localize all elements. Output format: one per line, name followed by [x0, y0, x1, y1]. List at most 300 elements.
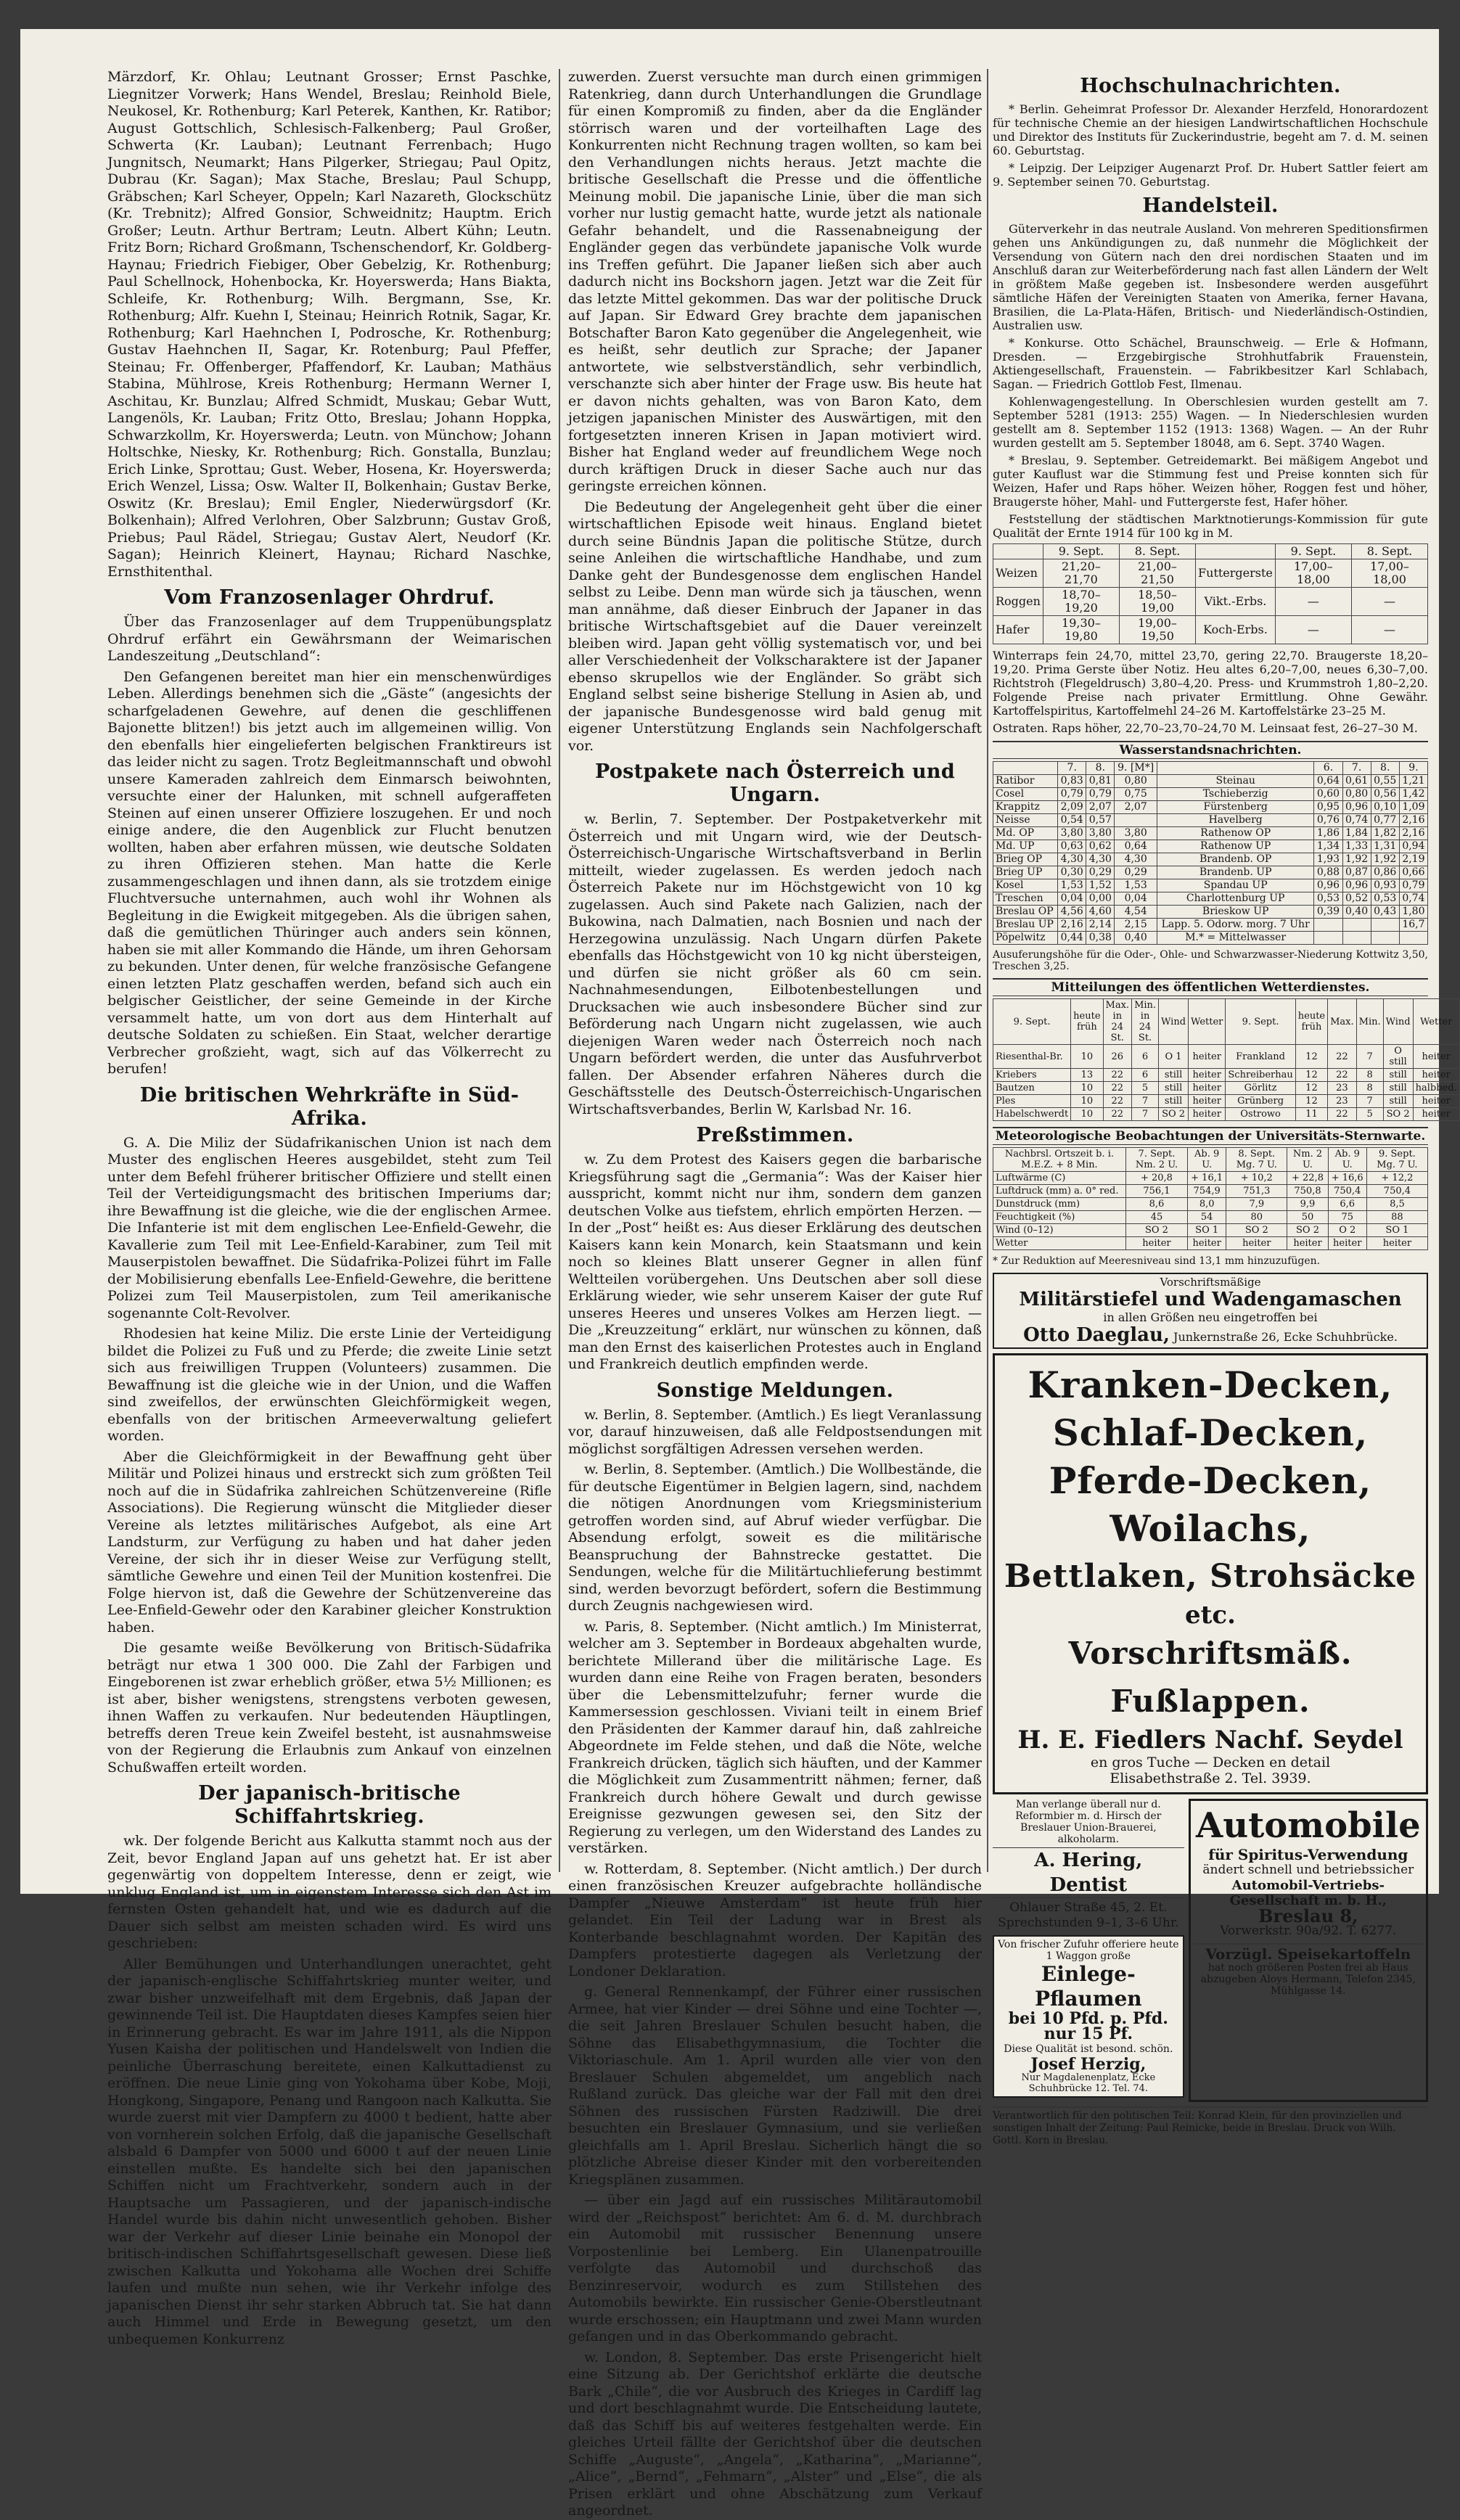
table-cell: 0,86 [1371, 866, 1399, 879]
table-cell: 0,96 [1342, 879, 1371, 892]
table-cell: 1,09 [1399, 801, 1427, 814]
table-cell: 3,80 [1058, 827, 1086, 840]
table-cell: Ratibor [993, 775, 1058, 788]
table-cell: Grünberg [1226, 1095, 1295, 1108]
table-cell: + 16,6 [1328, 1172, 1366, 1185]
table-cell: Pöpelwitz [993, 932, 1058, 945]
article-paragraph: Die Bedeutung der Angelegenheit geht über die einer wirtschaftlichen Episode weit hinaus. England bietet durch seine Bündnis Japan die politische Stütze, durch seine Anleihen die wirtschaftliche Handhabe, und zum Danke geht der Bundesgenosse dem englischen Handel selbst zu Leibe. Denn man würde sich ja täuschen, wenn man annähme, daß dieser Einbruch der Japaner in das britische Wirtschaftsgebiet auf die Dauer vereinzelt bleiben wird. Japan geht völlig systematisch vor, und bei aller Verschiedenheit der Volkscharaktere ist der Japaner ebenso skrupellos wie der Engländer. So gräbt sich England selbst seine bisherige Stellung in Asien ab, und der japanische Bundesgenosse wird bald genug mit eigener Unterstützung Englands sein Nachfolgerschaft vor. [568, 498, 982, 754]
water-note: Ausuferungshöhe für die Oder-, Ohle- und Schwarzwasser-Niederung Kottwitz 3,50, Treschen 3,25. [993, 949, 1428, 972]
ad-line: Kranken-Decken, [1028, 1363, 1393, 1406]
article-paragraph: Die gesamte weiße Bevölkerung von Britisch-Südafrika beträgt nur etwa 1 300 000. Die Zahl der Farbigen und Eingeborenen ist zwar erheblich größer, etwa 5½ Millionen; es ist aber, bisher wenigstens, strengstens verboten gewesen, ihnen Waffen zu verkaufen. Nur bedeutenden Häuptlingen, betreffs deren Treue kein Zweifel besteht, ist ausnahmsweise von der Regierung die Erlaubnis zum Ankauf von einzelnen Schußwaffen erteilt worden. [107, 1640, 551, 1776]
news-item: * Breslau, 9. September. Getreidemarkt. Bei mäßigem Angebot und guter Kauflust war die Stimmung fest und Preise konnten sich für Weizen, Hafer und Raps höher. Weizen höher, Roggen fest und höher, Braugerste höher, Mahl- und Futtergerste fest, Hafer höher. [993, 453, 1428, 509]
table-header-cell: Max. in 24 St. [1103, 999, 1132, 1045]
table-cell: heiter [1189, 1095, 1226, 1108]
table-cell: 0,96 [1314, 879, 1342, 892]
news-item: * Konkurse. Otto Schächel, Braunschweig. — Erle & Hofmann, Dresden. — Erzgebirgische Strohhutfabrik Frauenstein, Aktiengesellschaft, Frauenstein. — Fabrikbesitzer Karl Schlabach, Sagan. — Friedrich Gottlob Fest, Ilmenau. [993, 336, 1428, 391]
table-cell: heiter [1125, 1237, 1187, 1250]
table-cell: heiter [1287, 1237, 1328, 1250]
table-cell: 10 [1071, 1108, 1103, 1121]
table-cell: 18,70–19,20 [1043, 588, 1119, 616]
table-cell: Fürstenberg [1157, 801, 1314, 814]
article-paragraph: wk. Der folgende Bericht aus Kalkutta stammt noch aus der Zeit, bevor England Japan auf uns gehetzt hat. Er ist aber gegenwärtig von doppeltem Interesse, denn er zeigt, wie unklug England ist, um in eigenstem Interesse sich den Ast im fernsten Osten gehandelt hat, und wie es dadurch auf die Dauer sich selbst am meisten schaden wird. Es wird uns geschrieben: [107, 1833, 551, 1951]
table-cell: 22 [1103, 1095, 1132, 1108]
news-item: Winterraps fein 24,70, mittel 23,70, gering 22,70. Braugerste 18,20–19,20. Prima Gerste über Notiz. Heu altes 6,20–7,00, neues 6,30–7,00. Richtstroh (Flegeldrusch) 3,80–4,20. Press- und Krummstroh 1,80–2,20. Folgende Preise nach privater Ermittlung. Ohne Gewähr. Kartoffelspiritus, Kartoffelmehl 24–26 M. Kartoffelstärke 23–25 M. [993, 649, 1428, 718]
table-cell: Ples [993, 1095, 1071, 1108]
article-paragraph: G. A. Die Miliz der Südafrikanischen Union ist nach dem Muster des englischen Heeres ausgebildet, steht zum Teil unter dem Befehl früherer britischer Offiziere und stellt einen Teil der Verteidigungsmacht des britischen Imperiums dar; ihre Bewaffnung ist die gleiche, wie die der englischen Armee. Die Infanterie ist mit dem englischen Lee-Enfield-Gewehr, die Kavallerie zum Teil mit Lee-Enfield-Karabiner, zum Teil mit Mauserpistolen bewaffnet. Die Südafrika-Polizei führt im Falle der Mobilisierung ebenfalls Lee-Enfield-Gewehre, die berittene Polizei zum Teil Mauserpistolen, zum Teil amerikanische sogenannte Colt-Revolver. [107, 1134, 551, 1321]
table-cell: 0,63 [1058, 840, 1086, 853]
table-cell: Cosel [993, 788, 1058, 801]
table-cell: 1,93 [1314, 853, 1342, 866]
table-row [993, 919, 1428, 932]
table-cell: SO 1 [1188, 1224, 1226, 1237]
article-paragraph: Über das Franzosenlager auf dem Truppenübungsplatz Ohrdruf erfährt ein Gewährsmann der Weimarischen Landeszeitung „Deutschland“: [107, 614, 551, 664]
ad-title: Militärstiefel und Wadengamaschen [1019, 1289, 1402, 1310]
table-cell: 7 [1132, 1108, 1159, 1121]
meteo-table [993, 1147, 1428, 1250]
table-cell: 0,76 [1314, 814, 1342, 827]
table-header-cell: Max. [1328, 999, 1357, 1045]
ad-line: Schlaf-Decken, [1052, 1411, 1369, 1454]
table-row [993, 866, 1428, 879]
table-header-cell: Ab. 9 U. [1188, 1148, 1226, 1172]
table-cell: 1,31 [1371, 840, 1399, 853]
table-cell: 1,80 [1399, 906, 1427, 919]
table-cell: 8,6 [1125, 1198, 1187, 1211]
table-cell: Brandenb. UP [1157, 866, 1314, 879]
table-cell: 22 [1103, 1069, 1132, 1082]
table-cell: 22 [1328, 1108, 1357, 1121]
table-cell: still [1383, 1069, 1413, 1082]
table-header-cell: Nm. 2 U. [1287, 1148, 1328, 1172]
ad-line: Woilachs, [1110, 1507, 1311, 1550]
table-cell: 54 [1188, 1211, 1226, 1224]
table-cell: Treschen [993, 892, 1058, 906]
table-cell: 6 [1132, 1045, 1159, 1069]
table-header-cell: 9. Sept. [1043, 544, 1119, 559]
table-row [993, 1082, 1460, 1095]
table-cell [1399, 932, 1427, 945]
table-cell: 75 [1328, 1211, 1366, 1224]
table-cell: 0,95 [1314, 801, 1342, 814]
table-row [993, 1211, 1428, 1224]
table-cell: heiter [1413, 1108, 1459, 1121]
table-row [993, 1045, 1460, 1069]
table-cell: 8 [1356, 1082, 1383, 1095]
table-cell: Kosel [993, 879, 1058, 892]
ad-line: Bettlaken, Strohsäcke [1004, 1558, 1417, 1595]
ad-title: Einlege-Pflaumen [1034, 1962, 1142, 2011]
table-cell: 4,30 [1086, 853, 1115, 866]
headline-schiffahrtskrieg: Der japanisch-britische Schiffahrtskrieg. [198, 1782, 461, 1828]
table-row [993, 1069, 1460, 1082]
table-cell: heiter [1413, 1045, 1459, 1069]
table-cell: 0,44 [1058, 932, 1086, 945]
table-cell: Vikt.-Erbs. [1196, 588, 1276, 616]
table-row [993, 788, 1428, 801]
article-paragraph: w. Zu dem Protest des Kaisers gegen die barbarische Kriegsführung sagt die „Germania“: Was der Kaiser hier ausspricht, kommt nicht nur ihm, sondern dem ganzen deutschen Volke aus tiefstem, ehrlich empörten Herzen. — In der „Post“ heißt es: Aus dieser Erklärung des deutschen Kaisers kann kein Monarch, kein Staatsmann und kein noch so kleines Blatt unserer Gegner in allen fünf Weltteilen vorübergehen. Uns Deutschen aber soll diese Erklärung wieder, wie sehr unserem Kaiser der gute Ruf unseres Heeres und unseres Volkes am Herzen liegt. — Die „Kreuzzeitung“ erklärt, nur wünschen zu können, daß man den Ernst des kaiserlichen Protestes auch in England und Frankreich deutlich empfinden werde. [568, 1152, 982, 1372]
table-cell: Hafer [993, 616, 1043, 644]
table-cell: 6 [1132, 1069, 1159, 1082]
table-header-cell: Min. [1356, 999, 1383, 1045]
table-cell: 0,74 [1342, 814, 1371, 827]
ad-text: Von frischer Zufuhr offeriere heute 1 Waggon große [998, 1939, 1179, 1962]
table-cell: SO 2 [1125, 1224, 1187, 1237]
table-row [993, 1237, 1428, 1250]
ad-decken [993, 1353, 1428, 1794]
table-cell: 17,00–18,00 [1275, 559, 1351, 588]
table-row [993, 814, 1428, 827]
ad-dentist [993, 1799, 1184, 2102]
table-cell: 26 [1103, 1045, 1132, 1069]
table-cell: SO 2 [1383, 1108, 1413, 1121]
table-cell: 4,60 [1086, 906, 1115, 919]
table-cell: Brieg UP [993, 866, 1058, 879]
table-cell: — [1275, 588, 1351, 616]
table-cell: 12 [1295, 1095, 1327, 1108]
table-cell: 3,80 [1086, 827, 1115, 840]
table-cell: Frankland [1226, 1045, 1295, 1069]
table-cell: Brieg OP [993, 853, 1058, 866]
table-cell: 0,64 [1314, 775, 1342, 788]
column-1 [107, 69, 551, 2347]
table-cell [1342, 932, 1371, 945]
table-cell: 0,04 [1058, 892, 1086, 906]
table-cell: 0,57 [1086, 814, 1115, 827]
table-header-cell: 8. Sept. [1351, 544, 1427, 559]
table-cell: 0,56 [1371, 788, 1399, 801]
table-cell: 11 [1295, 1108, 1327, 1121]
table-cell: 0,61 [1342, 775, 1371, 788]
table-header-cell [993, 544, 1043, 559]
table-cell: 0,79 [1399, 879, 1427, 892]
table-cell: Breslau OP [993, 906, 1058, 919]
table-cell: SO 2 [1287, 1224, 1328, 1237]
table-cell: Riesenthal-Br. [993, 1045, 1071, 1069]
table-cell: 0,81 [1086, 775, 1115, 788]
table-cell: 750,4 [1328, 1185, 1366, 1198]
news-item: w. Berlin, 8. September. (Amtlich.) Die Wollbestände, die für deutsche Eigentümer in Belgien lagern, sind, nachdem die nötigen Anordnungen vom Kriegsministerium getroffen worden sind, auf Abruf wieder verfügbar. Die Absendung erfolgt, soweit es die militärische Beanspruchung der Bahnstrecke gestattet. Die Sendungen, welche für die Militärtuchlieferung bestimmt sind, werden bevorzugt befördert, sofern die Bestimmung durch Zeugnis nachgewiesen wird. [568, 1461, 982, 1614]
headline-handelsteil: Handelsteil. [1142, 194, 1279, 217]
headline-pressstimmen: Preßstimmen. [696, 1124, 854, 1146]
table-cell: Md. OP [993, 827, 1058, 840]
table-cell: 4,30 [1058, 853, 1086, 866]
table-cell: 0,04 [1115, 892, 1157, 906]
table-cell: 0,00 [1086, 892, 1115, 906]
table-header-cell [993, 762, 1058, 775]
table-cell: 0,66 [1399, 866, 1427, 879]
table-cell: still [1159, 1069, 1189, 1082]
table-header-cell: heute früh [1071, 999, 1103, 1045]
table-cell: O still [1383, 1045, 1413, 1069]
table-cell: 23 [1328, 1095, 1357, 1108]
table-cell: heiter [1189, 1069, 1226, 1082]
ad-automobile [1189, 1799, 1428, 2102]
table-cell: + 10,2 [1226, 1172, 1287, 1185]
ad-firm: Otto Daeglau, [1023, 1324, 1170, 1346]
table-cell: 22 [1103, 1108, 1132, 1121]
ad-row [993, 1799, 1428, 2102]
table-cell: 2,14 [1086, 919, 1115, 932]
table-cell: 0,38 [1086, 932, 1115, 945]
table-cell: Brieskow UP [1157, 906, 1314, 919]
table-cell: 1,34 [1314, 840, 1342, 853]
meteo-title: Meteorologische Beobachtungen der Universitäts-Sternwarte. [993, 1127, 1428, 1145]
table-cell: still [1159, 1082, 1189, 1095]
table-cell: Md. UP [993, 840, 1058, 853]
table-cell: 756,1 [1125, 1185, 1187, 1198]
ad-plums [993, 1935, 1184, 2098]
table-cell: 0,39 [1314, 906, 1342, 919]
table-cell: 0,96 [1342, 801, 1371, 814]
table-cell: 0,60 [1314, 788, 1342, 801]
table-cell: 1,33 [1342, 840, 1371, 853]
table-cell: 2,19 [1399, 853, 1427, 866]
table-cell: 2,07 [1086, 801, 1115, 814]
ad-text: ändert schnell und betriebssicher [1202, 1863, 1414, 1877]
article-paragraph: zuwerden. Zuerst versuchte man durch einen grimmigen Ratenkrieg, dann durch Unterhandlungen die Grundlage für einen Kompromiß zu finden, aber da die Engländer störrisch waren und der vorteilhaften Lage des Konkurrenten nicht Rechnung tragen wollten, so kam bei den Verhandlungen nichts heraus. Jetzt machte die britische Gesellschaft die Presse und die öffentliche Meinung mobil. Die japanische Linie, über die man sich vorher nur lustig gemacht hatte, wurde jetzt als nationale Gefahr behandelt, und die Rassenabneigung der Engländer gegen das verbündete japanische Volk wurde ins Treffen geführt. Die Japaner ließen sich aber auch dadurch nicht ins Bockshorn jagen. Jetzt war die Zeit für das letzte Mittel gekommen. Das war der politische Druck auf Japan. Sir Edward Grey brachte dem japanischen Botschafter Baron Kato gegenüber die Angelegenheit, wie es heißt, sehr deutlich zur Sprache; der Japaner antwortete, wie selbstverständlich, sehr verbindlich, verschanzte sich aber hinter der Frage usw. Bis heute hat er davon nichts gehalten, was von Baron Kato, dem jetzigen japanischen Minister des Auswärtigen, mit den fortgesetzten inneren Krisen in Japan motiviert wird. Bisher hat England weder auf freundlichem Wege noch durch kräftigen Druck in dieser Sache auch nur das geringste erreichen können. [568, 69, 982, 494]
table-cell: 8 [1356, 1069, 1383, 1082]
ad-text: in allen Größen neu eingetroffen bei [1103, 1310, 1318, 1324]
table-cell: 0,83 [1058, 775, 1086, 788]
table-cell [1371, 919, 1399, 932]
table-row [993, 559, 1428, 588]
table-cell: 21,00–21,50 [1119, 559, 1195, 588]
table-cell: 0,64 [1115, 840, 1157, 853]
table-cell: — [1351, 616, 1427, 644]
table-cell: 5 [1356, 1108, 1383, 1121]
table-row [993, 827, 1428, 840]
table-row [993, 879, 1428, 892]
news-item: Feststellung der städtischen Marktnotierungs-Kommission für gute Qualität der Ernte 1914 für 100 kg in M. [993, 512, 1428, 540]
table-header-row [993, 762, 1428, 775]
table-cell: Lapp. 5. Odorw. morg. 7 Uhr [1157, 919, 1314, 932]
table-cell: heiter [1189, 1045, 1226, 1069]
table-cell: 10 [1071, 1045, 1103, 1069]
table-row [993, 840, 1428, 853]
table-cell: 0,54 [1058, 814, 1086, 827]
table-header-cell: 8. Sept. Mg. 7 U. [1226, 1148, 1287, 1172]
ad-sub: für Spiritus-Verwendung [1208, 1846, 1408, 1863]
table-cell: 16,7 [1399, 919, 1427, 932]
table-cell: + 20,8 [1125, 1172, 1187, 1185]
table-cell: Wetter [993, 1237, 1126, 1250]
table-row [993, 1108, 1460, 1121]
news-item: w. Rotterdam, 8. September. (Nicht amtlich.) Der durch einen französischen Kreuzer aufgebrachte holländische Dampfer „Nieuwe Amsterdam“ ist heute früh hier gelandet. Ein Teil der Ladung war in Brest als Konterbande beschlagnahmt worden. Der Kapitän des Dampfers protestierte dagegen als Verletzung der Londoner Deklaration. [568, 1860, 982, 1979]
table-row [993, 1095, 1460, 1108]
table-header-cell: 9. [M*] [1115, 762, 1157, 775]
table-cell: Futtergerste [1196, 559, 1276, 588]
ad-title: Automobile [1195, 1805, 1421, 1846]
column-rule [987, 69, 988, 1872]
table-cell: 22 [1103, 1082, 1132, 1095]
news-item: Ostraten. Raps höher, 22,70–23,70–24,70 M. Leinsaat fest, 26–27–30 M. [993, 721, 1418, 735]
table-cell: + 16,1 [1188, 1172, 1226, 1185]
table-cell: O 2 [1328, 1224, 1366, 1237]
table-cell: 17,00–18,00 [1351, 559, 1427, 588]
article-paragraph: Den Gefangenen bereitet man hier ein menschenwürdiges Leben. Allerdings benehmen sich die „Gäste“ (angesichts der scharfgeladenen Gewehre, auf denen die geschliffenen Bajonette blitzen!) bis jetzt auch im allgemeinen willig. Von den ebenfalls hier eingelieferten belgischen Franktireurs ist das leider nicht zu sagen. Trotz Begleitmannschaft und obwohl unsere Kameraden zahlreich dem Einmarsch beiwohnten, versuchte einer der Halunken, mit schnell aufgeraffeten Steinen auf einen unserer Offiziere loszugehen. Er und noch einige andere, die den Augenblick zur Flucht benutzen wollten, haben aber erfahren müssen, wie deutsche Soldaten zu ihren Offizieren stehen. Man hatte die Kerle zusammengeschlagen und ihnen dann, als sie trotzdem einige Fluchtversuche unternahmen, auch wohl ihr Wohnen als Begleitung in die Ewigkeit mitgegeben. Als die übrigen sahen, daß die gemütlichen Thüringer auch anders sein können, haben sie mit aller Kommando die Hände, um ihren Gehorsam zu bekunden. Unter denen, für welche französische Gefangene einen letzten Platz geschaffen werden, befand sich auch ein belgischer Geistlicher, der seine Gemeinde in der Kirche versammelt hatte, um von dort aus dem Hinterhalt auf deutsche Soldaten zu schießen. Ein Staat, welcher derartige Verbrecher großzieht, wagt, sich auf das Völkerrecht zu berufen! [107, 668, 551, 1077]
table-cell: 7 [1132, 1095, 1159, 1108]
table-cell: Breslau UP [993, 919, 1058, 932]
table-cell: Roggen [993, 588, 1043, 616]
news-item: Güterverkehr in das neutrale Ausland. Von mehreren Speditionsfirmen gehen uns Ankündigungen zu, daß nunmehr die Möglichkeit der Versendung von Gütern nach den drei nordischen Staaten und im Anschluß daran zur Weiterbeförderung nach fast allen Ländern der Welt in größtem Maße gegeben ist. Insbesondere werden ausgeführt sämtliche Häfen der Vereinigten Staaten von Amerika, ferner Havana, Brasilien, die La-Plata-Häfen, Britisch- und Niederländisch-Ostindien, Australien usw. [993, 222, 1428, 332]
news-item: w. Berlin, 8. September. (Amtlich.) Es liegt Veranlassung vor, darauf hinzuweisen, daß alle Feldpostsendungen mit möglichst sorgfältigen Adressen versehen werden. [568, 1406, 982, 1457]
table-header-cell: Wetter [1189, 999, 1226, 1045]
table-header-cell: 6. [1314, 762, 1342, 775]
table-cell: 0,74 [1399, 892, 1427, 906]
table-cell: 0,62 [1086, 840, 1115, 853]
table-cell: Tschieberzig [1157, 788, 1314, 801]
article-paragraph: Aller Bemühungen und Unterhandlungen unerachtet, geht der japanisch-englische Schiffahrtskrieg munter weiter, und zwar bisher unzweifelhaft mit dem Ergebnis, daß Japan der gewinnende Teil ist. Die Hauptdaten dieses Kampfes seien hier in Erinnerung gebracht. Es war im Jahre 1911, als die Nippon Yusen Kaisha der politischen und Handelswelt von Indien die peinliche Überraschung bereitete, einen Kalkuttadienst zu eröffnen. Die neue Linie ging von Yokohama über Kobe, Moji, Hongkong, Singapore, Penang und Rangoon nach Kalkutta. Sie wurde zuerst mit vier Dampfern zu 4000 t bedient, hatte aber von vornherein solchen Erfolg, daß die japanische Gesellschaft alsbald 6 Dampfer von 5000 und 6000 t auf der neuen Linie einstellen mußte. Es handelte sich bei den japanischen Schiffen nicht um Frachtverkehr, sondern auch in der Hauptsache um Passagieren, und der japanisch-indische Handel wurde bis dahin nicht unwesentlich gehoben. Bisher war der Verkehr auf dieser Linie beinahe ein Monopol der britisch-indischen Schiffahrtsgesellschaft gewesen. Diese ließ zwischen Kalkutta und Yokohama alle Wochen drei Schiffe laufen und mußte nun sehen, wie ihr Verkehr infolge des japanischen Dienst ihr sehr starken Abbruch tat. Sie hat dann auch Himmel und Erde in Bewegung gesetzt, um den unbequemen Konkurrenz [107, 1955, 551, 2347]
table-cell: Wind (0–12) [993, 1224, 1126, 1237]
table-cell: SO 1 [1366, 1224, 1427, 1237]
table-cell: 7 [1356, 1095, 1383, 1108]
name-list: Märzdorf, Kr. Ohlau; Leutnant Grosser; Ernst Paschke, Liegnitzer Vorwerk; Hans Wendel, Breslau; Reinhold Biele, Neukosel, Kr. Rothenburg; Karl Peterek, Kanthen, Kr. Ratibor; August Gottschlich, Schlesisch-Falkenberg; Paul Großer, Schwerta (Kr. Lauban); Leutnant Ferrenbach; Hugo Jungnitsch, Neumarkt; Hans Pilgerker, Striegau; Paul Opitz, Dubrau (Kr. Sagan); Max Stache, Breslau; Paul Schupp, Gräbschen; Karl Scheyer, Oppeln; Karl Nazareth, Glockschütz (Kr. Trebnitz); Alfred Gonsior, Schweidnitz; Hauptm. Erich Großer; Leutn. Arthur Bertram; Leutn. Albert Kühn; Leutn. Fritz Born; Richard Großmann, Tschenschendorf, Kr. Goldberg-Haynau; Friedrich Fiebiger, Ober Gebelzig, Kr. Rothenburg; Paul Schellnock, Hohenbocka, Kr. Hoyerswerda; Hans Biakta, Schleife, Kr. Rothenburg; Wilh. Bergmann, Sse, Kr. Rothenburg; Alfr. Kuehn I, Steinau; Heinrich Rotnik, Sagar, Kr. Rothenburg; Karl Haehnchen I, Podrosche, Kr. Rothenburg; Gustav Haehnchen II, Sagar, Kr. Rotenburg; Paul Pfeffer, Steinau; Fr. Offenberger, Pfaffendorf, Kr. Lauban; Mathäus Stabina, Mühlrose, Kreis Rothenburg; Hermann Werner I, Aschitau, Kr. Bunzlau; Alfred Schmidt, Muskau; Gebar Wutt, Langenöls, Kr. Lauban; Fritz Otto, Breslau; Johann Hoppka, Schwarzkollm, Kr. Hoyerswerda; Leutn. von Münchow; Johann Holtschke, Niesky, Kr. Rothenburg; Rich. Gonstalla, Bunzlau; Erich Linke, Sprottau; Gust. Weber, Hosena, Kr. Hoyerswerda; Erich Wenzel, Lissa; Osw. Walter II, Bolkenhain; Gustav Berke, Oswitz (Kr. Breslau); Emil Engler, Niederwürgsdorf (Kr. Bolkenhain); Alfred Verlohren, Ober Salzbrunn; Gustav Groß, Priebus; Paul Rädel, Striegau; Gustav Alert, Neudorf (Kr. Sagan); Heinrich Kleinert, Haynau; Richard Naschke, Ernsthitenthal. [107, 69, 551, 580]
table-header-cell: 8. [1086, 762, 1115, 775]
ad-firm: Automobil-Vertriebs-Gesellschaft m. b. H., [1229, 1878, 1387, 1908]
table-cell: 0,79 [1058, 788, 1086, 801]
table-cell: heiter [1366, 1237, 1427, 1250]
water-levels-table [993, 761, 1428, 945]
table-cell: heiter [1226, 1237, 1287, 1250]
ad-line: Pferde-Decken, [1049, 1459, 1372, 1502]
table-cell: 19,00–19,50 [1119, 616, 1195, 644]
table-cell: 21,20–21,70 [1043, 559, 1119, 588]
table-row [993, 1198, 1428, 1211]
article-paragraph: Aber die Gleichförmigkeit in der Bewaffnung geht über Militär und Polizei hinaus und erstreckt sich zum größten Teil noch auf die in Südafrika zahlreichen Schützenvereine (Rifle Associations). Die Regierung wünscht die Mitglieder dieser Vereine als letztes militärisches Aufgebot, als eine Art Landsturm, zur Verfügung zu haben und hat daher jeden Vereine, der sich ihr in dieser Weise zur Verfügung stellt, sämtliche Gewehre und einen Teil der Munition kostenfrei. Die Folge hiervon ist, daß die Gewehre der Schützenvereine das Lee-Enfield-Gewehr oder den Karabiner gleicher Konstruktion haben. [107, 1448, 551, 1635]
table-cell [1342, 919, 1371, 932]
table-row [993, 906, 1428, 919]
table-cell: 0,53 [1371, 892, 1399, 906]
table-cell: 13 [1071, 1069, 1103, 1082]
table-row [993, 892, 1428, 906]
table-header-cell: 7. [1342, 762, 1371, 775]
table-cell: 4,54 [1115, 906, 1157, 919]
ad-firm: H. E. Fiedlers Nachf. Seydel [1017, 1725, 1403, 1754]
table-cell: 0,87 [1342, 866, 1371, 879]
headline-sonstige-meldungen: Sonstige Meldungen. [656, 1379, 894, 1402]
table-header-cell: 9. Sept. [993, 999, 1071, 1045]
table-cell: 1,82 [1371, 827, 1399, 840]
table-cell: 7,9 [1226, 1198, 1287, 1211]
table-cell: 0,75 [1115, 788, 1157, 801]
ad-address: Junkernstraße 26, Ecke Schuhbrücke. [1173, 1330, 1398, 1344]
table-cell: heiter [1188, 1237, 1226, 1250]
table-cell: 2,16 [1399, 814, 1427, 827]
table-header-row [993, 1148, 1428, 1172]
ad-title: Vorzügl. Speisekartoffeln [1205, 1945, 1411, 1963]
table-cell: heiter [1189, 1108, 1226, 1121]
table-cell: M.* = Mittelwasser [1157, 932, 1314, 945]
table-header-cell: 9. Sept. [1275, 544, 1351, 559]
headline-hochschulnachrichten: Hochschulnachrichten. [1080, 75, 1341, 97]
table-cell: 1,21 [1399, 775, 1427, 788]
table-cell: 22 [1328, 1069, 1357, 1082]
table-cell: Bautzen [993, 1082, 1071, 1095]
table-cell: 23 [1328, 1082, 1357, 1095]
table-row [993, 588, 1428, 616]
table-row [993, 853, 1428, 866]
table-row [993, 932, 1428, 945]
table-cell: 1,52 [1086, 879, 1115, 892]
table-cell: Luftwärme (C) [993, 1172, 1126, 1185]
news-item: Kohlenwagengestellung. In Oberschlesien wurden gestellt am 7. September 5281 (1913: 255) Wagen. — In Niederschlesien wurden gestellt am 8. September 1152 (1913: 1368) Wagen. — An der Ruhr wurden gestellt am 5. September 18048, am 6. Sept. 3740 Wagen. [993, 395, 1428, 450]
table-cell: + 22,8 [1287, 1172, 1328, 1185]
table-row [993, 1185, 1428, 1198]
table-cell: Spandau UP [1157, 879, 1314, 892]
table-cell: 1,92 [1342, 853, 1371, 866]
table-cell: Feuchtigkeit (%) [993, 1211, 1126, 1224]
table-row [993, 1172, 1428, 1185]
column-3 [993, 69, 1457, 2146]
table-cell: 80 [1226, 1211, 1287, 1224]
table-cell: 0,88 [1314, 866, 1342, 879]
table-cell: Krappitz [993, 801, 1058, 814]
ad-text: Man verlange überall nur d. Reformbier m. d. Hirsch der Breslauer Union-Brauerei, alkoholarm. [1015, 1799, 1162, 1845]
table-cell: O 1 [1159, 1045, 1189, 1069]
table-header-cell [1157, 762, 1314, 775]
table-cell: 0,40 [1115, 932, 1157, 945]
table-header-row [993, 544, 1428, 559]
table-row [993, 775, 1428, 788]
table-cell: 8,0 [1188, 1198, 1226, 1211]
column-2 [568, 69, 982, 2519]
table-cell: 750,8 [1287, 1185, 1328, 1198]
table-cell: Schreiberhau [1226, 1069, 1295, 1082]
table-cell: Luftdruck (mm) a. 0° red. [993, 1185, 1126, 1198]
table-cell: 0,43 [1371, 906, 1399, 919]
table-cell [1371, 932, 1399, 945]
table-cell: 1,53 [1115, 879, 1157, 892]
table-cell: 7 [1356, 1045, 1383, 1069]
ad-text: hat noch größeren Posten frei ab Haus abzugeben Aloys Hermann, Telefon 2345, Mühlgasse 14. [1200, 1962, 1416, 1997]
ad-firm: Josef Herzig, [1030, 2055, 1147, 2074]
table-cell: 0,93 [1371, 879, 1399, 892]
table-cell: + 12,2 [1366, 1172, 1427, 1185]
table-cell: 6,6 [1328, 1198, 1366, 1211]
table-cell: halbbed. [1413, 1082, 1459, 1095]
news-item: w. London, 8. September. Das erste Prisengericht hielt eine Sitzung ab. Der Gerichtshof erklärte die deutsche Bark „Chile“, die vor Ausbruch des Krieges in Cardiff lag und dort beschlagnahmt wurde. Die Entscheidung lautete, daß das Schiff bis auf weiteres festgehalten werde. Ein gleiches Urteil fällte der Gerichtshof über die deutschen Schiffe „Auguste“, „Angela“, „Katharina“, „Marianne“, „Alice“, „Bernd“, „Fehmarn“, „Alster“ und „Else“, die als Prisen erklärt und ohne Abschätzung zum Verkauf angeordnet. [568, 2349, 982, 2519]
table-cell: 1,42 [1399, 788, 1427, 801]
table-cell: 0,94 [1399, 840, 1427, 853]
table-cell: Görlitz [1226, 1082, 1295, 1095]
ad-city: Breslau 8, [1258, 1905, 1358, 1926]
table-cell: 12 [1295, 1082, 1327, 1095]
ad-hours: Sprechstunden 9–1, 3–6 Uhr. [998, 1916, 1179, 1930]
headline-postpakete: Postpakete nach Österreich und Ungarn. [594, 760, 956, 806]
table-cell: Steinau [1157, 775, 1314, 788]
table-cell: Kriebers [993, 1069, 1071, 1082]
table-cell: SO 2 [1159, 1108, 1189, 1121]
ad-address: Ohlauer Straße 45, 2. Et. [1009, 1900, 1168, 1915]
table-cell: heiter [1413, 1095, 1459, 1108]
table-header-cell: Min. in 24 St. [1132, 999, 1159, 1045]
table-header-cell: Nachbrsl. Ortszeit b. i. M.E.Z. + 8 Min. [993, 1148, 1126, 1172]
headline-suedafrika: Die britischen Wehrkräfte in Süd-Afrika. [139, 1083, 520, 1130]
table-cell [1115, 814, 1157, 827]
ad-price: bei 10 Pfd. p. Pfd. nur 15 Pf. [1008, 2009, 1168, 2043]
table-cell: Rathenow UP [1157, 840, 1314, 853]
table-cell: 0,80 [1115, 775, 1157, 788]
ad-address: Nur Magdalenenplatz, Ecke Schuhbrücke 12. Tel. 74. [1021, 2072, 1156, 2094]
ad-trade: en gros Tuche — Decken en detail [1090, 1754, 1331, 1770]
table-cell: 10 [1071, 1095, 1103, 1108]
table-cell: 2,16 [1399, 827, 1427, 840]
table-header-cell: heute früh [1295, 999, 1327, 1045]
table-cell: 4,30 [1115, 853, 1157, 866]
table-cell: 0,29 [1115, 866, 1157, 879]
table-header-cell: Ab. 9 U. [1328, 1148, 1366, 1172]
ad-address: Elisabethstraße 2. Tel. 3939. [1110, 1770, 1311, 1786]
